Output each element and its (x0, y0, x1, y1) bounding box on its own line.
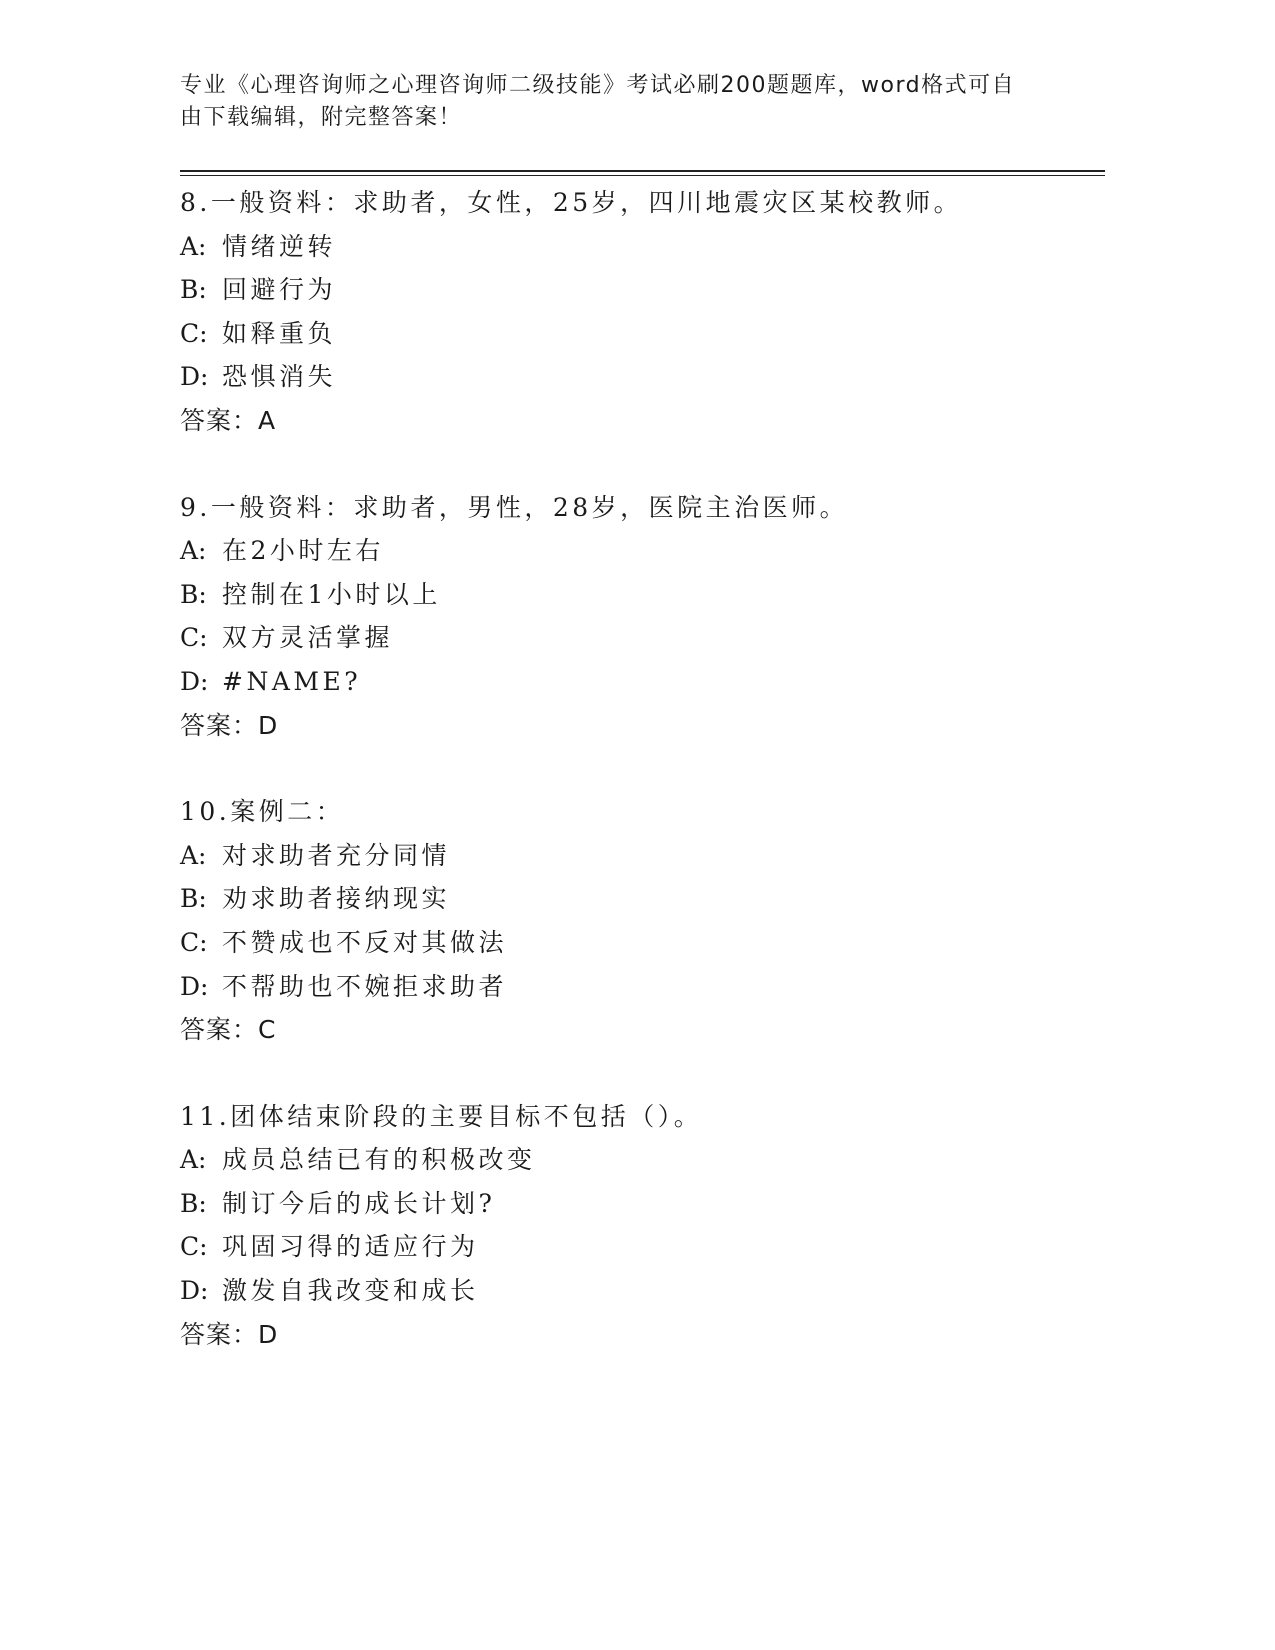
option-text: 回避行为 (222, 275, 337, 305)
question-stem: 9.一般资料：求助者，男性，28岁，医院主治医师。 (180, 492, 849, 522)
option-letter: B: (180, 275, 207, 305)
answer-line: 答案：A (180, 405, 277, 435)
option-text: 成员总结已有的积极改变 (222, 1145, 536, 1175)
question-item (180, 486, 1105, 748)
option-letter: A: (180, 536, 207, 566)
option-a (180, 834, 1105, 878)
option-text: 制订今后的成长计划? (222, 1188, 496, 1218)
option-letter: D: (180, 971, 209, 1001)
option-text: 激发自我改变和成长 (222, 1276, 479, 1306)
option-c (180, 1225, 1105, 1269)
option-c (180, 616, 1105, 660)
option-letter: B: (180, 579, 207, 609)
document-header (180, 70, 1040, 134)
option-d (180, 1269, 1105, 1313)
option-text: #NAME? (222, 666, 362, 696)
question-stem: 11.团体结束阶段的主要目标不包括（）。 (180, 1101, 703, 1131)
option-text: 不赞成也不反对其做法 (222, 927, 508, 957)
option-text: 对求助者充分同情 (222, 840, 451, 870)
option-letter: D: (180, 362, 209, 392)
option-letter: C: (180, 927, 208, 957)
option-b (180, 877, 1105, 921)
option-letter: A: (180, 840, 207, 870)
option-d (180, 965, 1105, 1009)
option-c (180, 312, 1105, 356)
option-text: 情绪逆转 (222, 231, 337, 261)
question-item (180, 790, 1105, 1052)
option-letter: C: (180, 318, 208, 348)
question-item (180, 1095, 1105, 1357)
option-d (180, 355, 1105, 399)
option-b (180, 268, 1105, 312)
option-text: 控制在1小时以上 (222, 579, 441, 609)
option-text: 巩固习得的适应行为 (222, 1232, 479, 1262)
answer-line: 答案：C (180, 1015, 277, 1045)
option-letter: A: (180, 231, 207, 261)
question-list (180, 181, 1105, 1399)
option-text: 双方灵活掌握 (222, 623, 394, 653)
header-line-2: 由下载编辑，附完整答案！ (180, 105, 463, 130)
answer-line: 答案：D (180, 710, 279, 740)
option-b (180, 1182, 1105, 1226)
option-letter: B: (180, 884, 207, 914)
option-text: 如释重负 (222, 318, 337, 348)
option-text: 劝求助者接纳现实 (222, 884, 451, 914)
option-b (180, 573, 1105, 617)
option-letter: D: (180, 1276, 209, 1306)
question-stem: 8.一般资料：求助者，女性，25岁，四川地震灾区某校教师。 (180, 188, 963, 217)
option-letter: C: (180, 623, 208, 653)
option-a (180, 225, 1105, 269)
question-item (180, 181, 1105, 443)
option-c (180, 921, 1105, 965)
option-text: 恐惧消失 (222, 362, 337, 392)
header-divider-thin (180, 175, 1105, 176)
option-letter: A: (180, 1145, 207, 1175)
option-text: 不帮助也不婉拒求助者 (222, 971, 508, 1001)
option-letter: C: (180, 1232, 208, 1262)
answer-line: 答案：D (180, 1319, 279, 1349)
header-line-1: 专业《心理咨询师之心理咨询师二级技能》考试必刷200题题库，word格式可自 (180, 73, 1016, 98)
option-letter: D: (180, 666, 209, 696)
option-text: 在2小时左右 (222, 536, 384, 566)
option-a (180, 1138, 1105, 1182)
option-a (180, 529, 1105, 573)
option-letter: B: (180, 1188, 207, 1218)
question-stem: 10.案例二： (180, 797, 345, 827)
option-d (180, 660, 1105, 704)
header-divider-thick (180, 170, 1105, 172)
